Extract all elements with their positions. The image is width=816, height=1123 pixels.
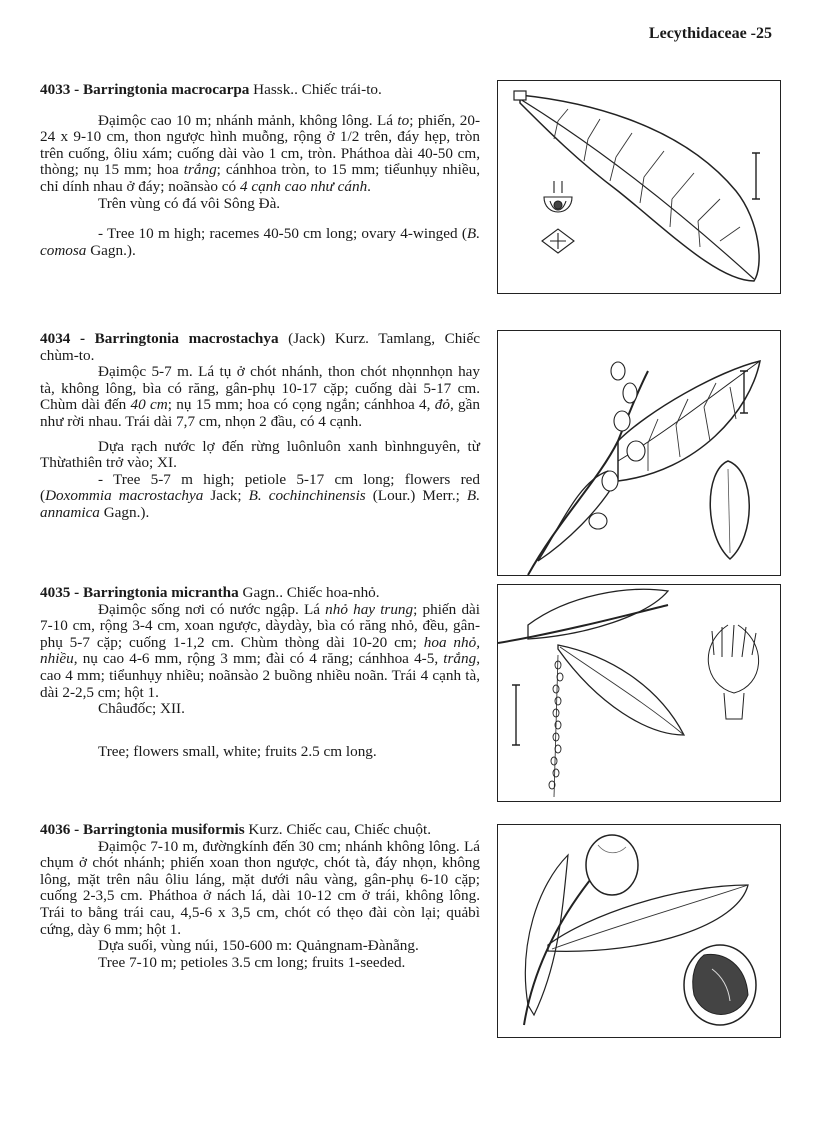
entry-number: 4034 -: [40, 330, 86, 347]
entry-heading: [40, 822, 480, 839]
vietnamese-description: Đạimộc 7-10 m, đườngkính đến 30 cm; nhánh không lông. Lá chụm ở chót nhánh; phiến xoan thon ngược, chót tà, đáy nhọn, không lông, mặt trên nâu ôliu láng, mặt dưới nâu vàng, gân-phụ 6-10 cặp; cuống 2-3,5 cm. Pháthoa ở nách lá, dài 10-12 cm ở trái, không lông. Trái to bằng trái cau, 4,5-6 x 3,5 cm, chót có thẹo đài còn lại; quảbì cứng, dày 6 mm; hột 1.: [40, 837, 480, 938]
vietnamese-description: Đạimộc 5-7 m. Lá tụ ở chót nhánh, thon chót nhọnnhọn hay tà, không lông, bìa có răng, gân-phụ 10-17 cặp; cuống dài 5-17 cm. Chùm dài đến 40 cm; nụ 15 mm; hoa có cọng ngắn; cánhhoa 4, đỏ, gần như rời nhau. Trái dài 7,7 cm, nhọn 2 đầu, có 4 cạnh.: [40, 363, 480, 430]
species-name: Barringtonia macrocarpa: [83, 81, 250, 98]
leaf-flower-illustration: [498, 81, 780, 293]
distribution: Dựa suối, vùng núi, 150-600 m: Quảngnam-Đànẵng.: [98, 937, 419, 955]
entry-4036: [40, 822, 480, 971]
entry-4034: [40, 331, 480, 522]
english-description: - Tree 5-7 m high; petiole 5-17 cm long; flowers red (Doxommia macrostachya Jack; B. cochinchinensis (Lour.) Merr.; B. annamica Gagn.).: [40, 470, 480, 521]
entry-number: 4036 -: [40, 821, 80, 838]
species-name: Barringtonia musiformis: [83, 821, 245, 838]
english-description: Tree 7-10 m; petioles 3.5 cm long; fruits 1-seeded.: [98, 953, 406, 971]
english-description: - Tree 10 m high; racemes 40-50 cm long; ovary 4-winged (B. comosa Gagn.).: [40, 225, 480, 259]
species-author: Gagn.. Chiếc hoa-nhỏ.: [238, 584, 380, 601]
entry-heading: [40, 82, 480, 99]
figure-musiformis: [497, 824, 781, 1038]
entry-4033: [40, 82, 480, 259]
entry-4035: [40, 585, 480, 760]
species-name: Barringtonia micrantha: [83, 584, 239, 601]
entry-heading: [40, 585, 480, 602]
species-author: (Jack) Kurz. Tamlang, Chiếc chùm-to.: [40, 330, 481, 364]
figure-micrantha: [497, 584, 781, 802]
branch-raceme-illustration: [498, 585, 780, 801]
species-author: Kurz. Chiếc cau, Chiếc chuột.: [244, 821, 432, 838]
figure-macrostachya: [497, 330, 781, 576]
distribution: Dựa rạch nước lợ đến rừng luônluôn xanh bìnhnguyên, từ Thừathiên trở vào; XI.: [40, 437, 480, 472]
distribution: Trên vùng có đá vôi Sông Đà.: [98, 194, 281, 212]
fruit-seed-illustration: [498, 825, 780, 1037]
vietnamese-description: Đạimộc cao 10 m; nhánh mảnh, không lông. Lá to; phiến, 20-24 x 9-10 cm, thon ngược hình muỗng, rộng ở 1/2 trên, đáy hẹp, tròn trên cuống, ôliu xám; cuống dài vào 1 cm, tròn. Pháthoa dài 40-50 cm, thòng; nụ 15 mm; hoa trắng; cánhhoa tròn, to 15 mm; tiểunhụy nhiều, chỉ dính nhau ở đáy; noãnsào có 4 cạnh cao như cánh.: [40, 111, 480, 195]
species-name: Barringtonia macrostachya: [94, 330, 279, 347]
english-description: Tree; flowers small, white; fruits 2.5 cm long.: [98, 742, 377, 760]
figure-macrocarpa: [497, 80, 781, 294]
entry-heading: [40, 331, 480, 364]
entry-number: 4033 -: [40, 81, 80, 98]
running-head: Lecythidaceae -25: [648, 25, 772, 42]
entry-number: 4035 -: [40, 584, 80, 601]
branch-fruit-illustration: [498, 331, 780, 575]
vietnamese-description: Đạimộc sống nơi có nước ngập. Lá nhỏ hay trung; phiến dài 7-10 cm, rộng 3-4 cm, xoan ngược, dàydày, bìa có răng nhỏ, đều, gân-phụ 5-7 cặp; cuống 1-1,2 cm. Chùm thòng dài 10-20 cm; hoa nhỏ, nhiều, nụ cao 4-6 mm, rộng 3 mm; đài có 4 răng; cánhhoa 4-5, trắng, cao 4 mm; tiểunhụy nhiều; noãnsào 2 buồng nhiều noãn. Trái 4 cạnh tà, dài 2-2,5 cm; hột 1.: [40, 600, 481, 701]
species-author: Hassk.. Chiếc trái-to.: [249, 81, 382, 98]
distribution: Châuđốc; XII.: [98, 700, 185, 718]
